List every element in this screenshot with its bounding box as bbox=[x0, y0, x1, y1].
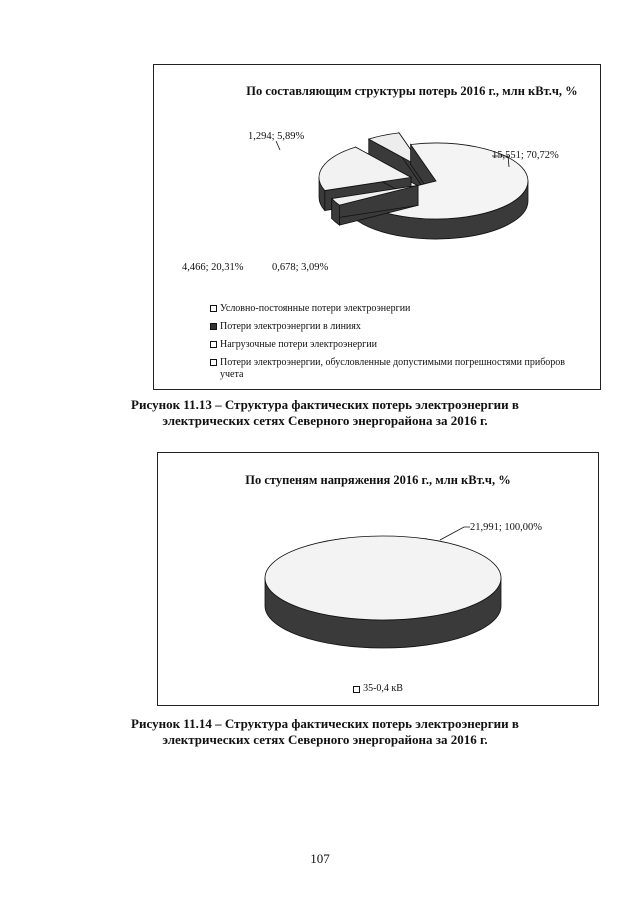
data-label: 0,678; 3,09% bbox=[272, 262, 329, 273]
legend-swatch bbox=[210, 341, 217, 348]
legend-swatch bbox=[210, 359, 217, 366]
legend-label: Условно-постоянные потери электроэнергии bbox=[220, 303, 411, 314]
chart-title-2: По ступеням напряжения 2016 г., млн кВт.ч, % bbox=[245, 473, 511, 487]
legend-1 bbox=[210, 303, 590, 387]
pie-chart-2 bbox=[158, 453, 600, 707]
chart-frame-2 bbox=[157, 452, 599, 706]
legend-swatch bbox=[210, 305, 217, 312]
data-label: 15,551; 70,72% bbox=[492, 150, 559, 161]
leader-line bbox=[276, 141, 280, 150]
leader-line bbox=[440, 527, 470, 540]
legend-item bbox=[210, 303, 590, 315]
figure-caption-2: Рисунок 11.14 – Структура фактических потерь электроэнергии в электрических сетях Северного энергорайона за 2016 г. bbox=[131, 716, 519, 747]
legend-label: Нагрузочные потери электроэнергии bbox=[220, 339, 377, 350]
chart-title-1: По составляющим структуры потерь 2016 г., млн кВт.ч, % bbox=[246, 84, 578, 98]
legend-item bbox=[210, 357, 590, 381]
legend-swatch bbox=[353, 686, 360, 693]
chart-frame-1 bbox=[153, 64, 601, 390]
legend-item bbox=[353, 679, 403, 698]
legend-item bbox=[210, 339, 590, 351]
legend-swatch bbox=[210, 323, 217, 330]
legend-label: Потери электроэнергии в линиях bbox=[220, 321, 361, 332]
data-label: 21,991; 100,00% bbox=[470, 522, 543, 533]
page-number: 107 bbox=[310, 851, 330, 866]
figure-caption-1: Рисунок 11.13 – Структура фактических потерь электроэнергии в электрических сетях Северного энергорайона за 2016 г. bbox=[131, 397, 519, 428]
legend-label: 35-0,4 кВ bbox=[363, 683, 403, 694]
legend-2 bbox=[158, 679, 598, 700]
data-label: 1,294; 5,89% bbox=[248, 131, 305, 142]
data-label: 4,466; 20,31% bbox=[182, 262, 244, 273]
legend-item bbox=[210, 321, 590, 333]
pie-slice-2-0 bbox=[265, 536, 501, 648]
legend-label: Потери электроэнергии, обусловленные допустимыми погрешностями приборов учета bbox=[220, 357, 566, 380]
